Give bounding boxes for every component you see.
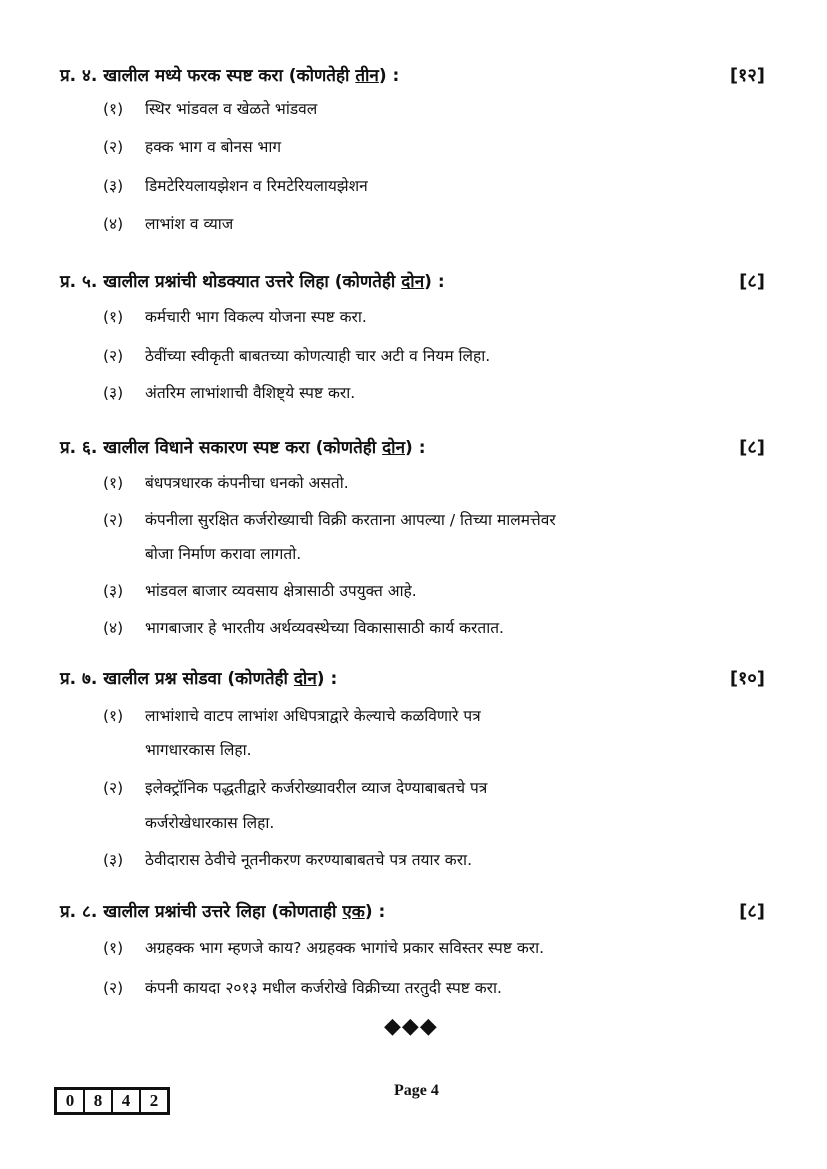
- item-text: अंतरिम लाभांशाची वैशिष्ट्ये स्पष्ट करा.: [145, 384, 356, 402]
- item-number: (३): [103, 384, 124, 402]
- item-number: (१): [103, 100, 124, 118]
- question-8-heading: [60, 898, 765, 926]
- item-text: लाभांशाचे वाटप लाभांश अधिपत्राद्वारे केल्याचे कळविणारे पत्र: [145, 707, 481, 725]
- question-4-marks: [१२]: [729, 65, 765, 86]
- item-text: इलेक्ट्रॉनिक पद्धतीद्वारे कर्जरोख्यावरील व्याज देण्याबाबतचे पत्र: [145, 779, 488, 797]
- item-text: बंधपत्रधारक कंपनीचा धनको असतो.: [145, 474, 349, 492]
- question-7-choice: दोन: [293, 669, 317, 689]
- question-8-prefix: प्र. ८. खालील प्रश्नांची उत्तरे लिहा (कोणताही: [60, 902, 343, 922]
- item-text: डिमटेरियलायझेशन व रिमटेरियलायझेशन: [145, 177, 368, 195]
- paper-code-box: [54, 1087, 170, 1115]
- page-number: Page 4: [394, 1082, 439, 1099]
- question-6-choice: दोन: [382, 438, 406, 458]
- item-text: हक्क भाग व बोनस भाग: [145, 138, 282, 156]
- item-number: (३): [103, 177, 124, 195]
- end-separator: ◆◆◆: [384, 1014, 438, 1039]
- item-text: भागबाजार हे भारतीय अर्थव्यवस्थेच्या विकासासाठी कार्य करतात.: [145, 619, 504, 637]
- item-number: (२): [103, 779, 124, 797]
- item-text: स्थिर भांडवल व खेळते भांडवल: [145, 100, 318, 118]
- question-6-suffix: ) :: [405, 438, 426, 458]
- item-number: (२): [103, 138, 124, 156]
- question-7-item-2-continuation: कर्जरोखेधारकास लिहा.: [145, 814, 275, 832]
- item-number: (१): [103, 308, 124, 326]
- item-number: (३): [103, 582, 124, 600]
- question-5-choice: दोन: [401, 272, 425, 292]
- question-7-marks: [१०]: [729, 668, 765, 689]
- item-text: लाभांश व व्याज: [145, 215, 234, 233]
- code-digit: 2: [149, 1091, 159, 1110]
- item-number: (४): [103, 619, 124, 637]
- item-number: (१): [103, 474, 124, 492]
- question-5-heading: [60, 268, 765, 296]
- item-number: (३): [103, 851, 124, 869]
- question-4-heading: [60, 62, 765, 90]
- code-digit: 0: [57, 1090, 85, 1112]
- item-number: (१): [103, 707, 124, 725]
- question-6-item-2-continuation: बोजा निर्माण करावा लागतो.: [145, 545, 302, 563]
- question-5-prefix: प्र. ५. खालील प्रश्नांची थोडक्यात उत्तरे लिहा (कोणतेही: [60, 272, 402, 292]
- question-7-suffix: ) :: [316, 669, 338, 689]
- question-6-heading: [60, 434, 765, 462]
- item-text: अग्रहक्क भाग म्हणजे काय? अग्रहक्क भागांचे प्रकार सविस्तर स्पष्ट करा.: [145, 939, 545, 957]
- code-digit: 8: [85, 1090, 113, 1112]
- item-number: (१): [103, 939, 124, 957]
- question-6-prefix: प्र. ६. खालील विधाने सकारण स्पष्ट करा (कोणतेही: [60, 438, 383, 458]
- item-number: (२): [103, 347, 124, 365]
- question-8-suffix: ) :: [364, 902, 386, 922]
- question-7-prefix: प्र. ७. खालील प्रश्न सोडवा (कोणतेही: [60, 669, 294, 689]
- item-text: कंपनी कायदा २०१३ मधील कर्जरोखे विक्रीच्या तरतुदी स्पष्ट करा.: [145, 979, 502, 997]
- question-4-choice: तीन: [355, 66, 379, 86]
- item-number: (२): [103, 511, 124, 529]
- item-text: ठेवीदारास ठेवीचे नूतनीकरण करण्याबाबतचे पत्र तयार करा.: [145, 851, 472, 869]
- item-number: (४): [103, 215, 124, 233]
- code-digit: 4: [113, 1090, 141, 1112]
- question-8-choice: एक: [342, 902, 365, 922]
- item-number: (२): [103, 979, 124, 997]
- question-5-marks: [८]: [739, 271, 765, 292]
- question-7-heading: [60, 665, 765, 693]
- question-6-marks: [८]: [739, 437, 765, 458]
- item-text: ठेवींच्या स्वीकृती बाबतच्या कोणत्याही चार अटी व नियम लिहा.: [145, 347, 491, 365]
- question-7-item-1-continuation: भागधारकास लिहा.: [145, 741, 252, 759]
- item-text: कंपनीला सुरक्षित कर्जरोख्याची विक्री करताना आपल्या / तिच्या मालमत्तेवर: [145, 511, 556, 529]
- item-text: कर्मचारी भाग विकल्प योजना स्पष्ट करा.: [145, 308, 367, 326]
- item-text: भांडवल बाजार व्यवसाय क्षेत्रासाठी उपयुक्त आहे.: [145, 582, 417, 600]
- question-8-marks: [८]: [739, 901, 765, 922]
- question-4-suffix: ) :: [378, 66, 400, 86]
- question-4-prefix: प्र. ४. खालील मध्ये फरक स्पष्ट करा (कोणतेही: [60, 66, 356, 86]
- question-5-suffix: ) :: [424, 272, 445, 292]
